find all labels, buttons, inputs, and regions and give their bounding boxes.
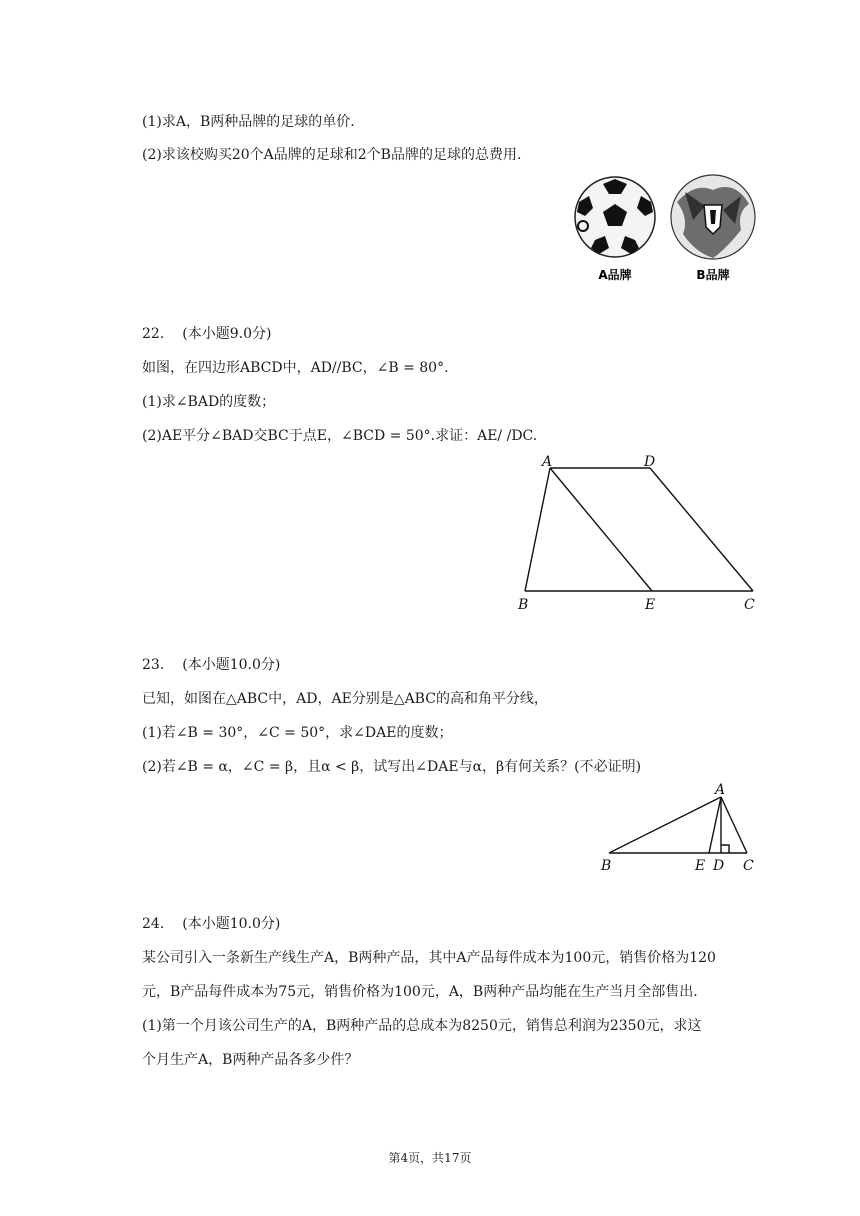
q23-part2: (2)若∠B = α，∠C = β，且α < β，试写出∠DAE与α，β有何关系？(不必证明) [142, 759, 642, 775]
q22-label-d: D [644, 454, 656, 470]
q21-part2: (2)求该校购买20个A品牌的足球和2个B品牌的足球的总费用. [142, 147, 522, 163]
ball-b-label: B品牌 [696, 268, 730, 282]
q22-points: (本小题9.0分) [182, 326, 272, 342]
q24-line3: (1)第一个月该公司生产的A，B两种产品的总成本为8250元，销售总利润为2350元，求这 [142, 1018, 702, 1034]
ball-a-image [575, 177, 655, 257]
q22-label-e: E [645, 597, 656, 613]
q23-label-d: D [713, 858, 725, 874]
soccer-balls-figure [565, 172, 765, 287]
ball-b-image [671, 175, 755, 259]
q24-header [142, 914, 280, 934]
q24-number: 24. [142, 916, 165, 932]
q24-line1: 某公司引入一条新生产线生产A，B两种产品，其中A产品每件成本为100元，销售价格为120 [142, 950, 716, 966]
q22-number: 22. [142, 326, 165, 342]
q24-points: (本小题10.0分) [182, 916, 281, 932]
page-footer: 第4页，共17页 [388, 1151, 472, 1165]
q23-label-c: C [743, 858, 754, 874]
q23-label-a: A [715, 782, 726, 798]
q22-quadrilateral-figure [510, 452, 770, 617]
q22-part1: (1)求∠BAD的度数； [142, 394, 276, 410]
q23-label-e: E [695, 858, 706, 874]
q24-line2: 元，B产品每件成本为75元，销售价格为100元，A，B两种产品均能在生产当月全部售出. [142, 984, 698, 1000]
q22-label-b: B [518, 597, 529, 613]
q22-header [142, 324, 271, 344]
q23-header [142, 655, 280, 675]
q22-label-a: A [542, 454, 553, 470]
q23-part1: (1)若∠B = 30°，∠C = 50°，求∠DAE的度数； [142, 725, 453, 741]
q23-triangle-figure [595, 780, 765, 875]
q23-number: 23. [142, 657, 165, 673]
q23-stem: 已知，如图在△ABC中，AD，AE分别是△ABC的高和角平分线， [142, 691, 548, 707]
q23-points: (本小题10.0分) [182, 657, 281, 673]
q22-stem: 如图，在四边形ABCD中，AD//BC，∠B = 80°. [142, 360, 449, 376]
ball-a-label: A品牌 [598, 268, 632, 282]
q21-part1: (1)求A，B两种品牌的足球的单价. [142, 114, 355, 130]
q22-label-c: C [744, 597, 755, 613]
q22-part2: (2)AE平分∠BAD交BC于点E，∠BCD = 50°.求证：AE/ /DC. [142, 428, 538, 444]
q23-label-b: B [601, 858, 612, 874]
q24-line4: 个月生产A，B两种产品各多少件？ [142, 1052, 359, 1068]
